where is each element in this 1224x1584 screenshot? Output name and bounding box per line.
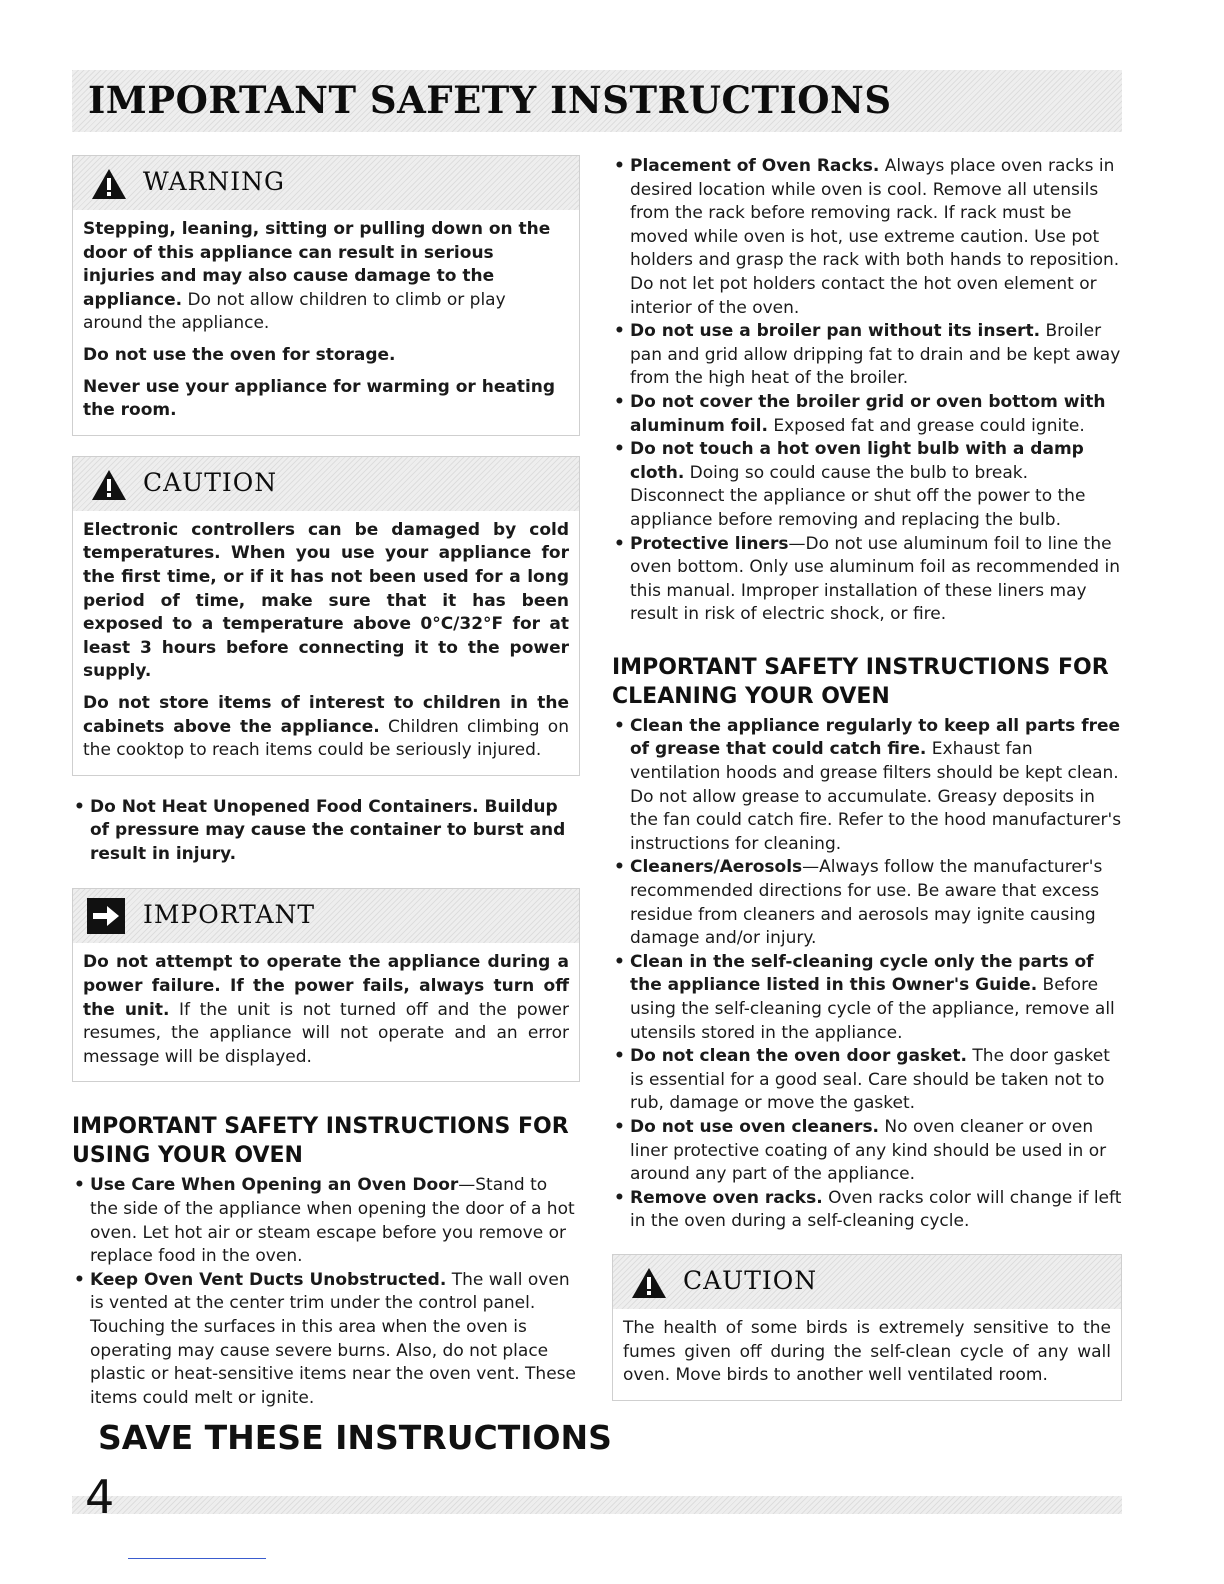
list-item-bold: Remove oven racks.	[630, 1187, 823, 1208]
warning-paragraph	[83, 344, 569, 368]
warning-bold-text: Do not use the oven for storage.	[83, 344, 396, 365]
bird-caution-box-header	[613, 1255, 1121, 1309]
cleaning-oven-heading: IMPORTANT SAFETY INSTRUCTIONS FOR CLEANING YOUR OVEN	[612, 654, 1109, 709]
right-column	[612, 155, 1122, 1421]
page-number: 4	[85, 1470, 115, 1524]
list-item-bold: Keep Oven Vent Ducts Unobstructed.	[90, 1269, 447, 1290]
warning-box-header	[73, 156, 579, 210]
containers-list	[72, 796, 580, 867]
list-item	[72, 796, 580, 867]
list-item-bold: Placement of Oven Racks.	[630, 156, 880, 176]
list-item-bold: Do Not Heat Unopened Food Containers. Buildup of pressure may cause the container to burst and result in injury.	[90, 796, 566, 864]
list-item	[612, 1187, 1122, 1234]
list-item-bold: Cleaners/Aerosols	[630, 857, 803, 878]
list-item-bold: Use Care When Opening an Oven Door	[90, 1175, 459, 1196]
warning-triangle-icon	[91, 469, 127, 501]
list-item-text: Always place oven racks in desired location while oven is cool. Remove all utensils from the rack before removing rack. If rack must be moved while oven is hot, use extreme caution. Use pot holders and grasp the rack with both hands to reposition. Do not let pot holders contact the hot oven element or interior of the oven.	[630, 156, 1120, 318]
bird-caution-paragraph: The health of some birds is extremely sensitive to the fumes given off during the self-clean cycle of any wall oven. Move birds to another well ventilated room.	[623, 1317, 1111, 1386]
list-item	[612, 856, 1122, 950]
using-oven-list	[72, 1174, 580, 1410]
warning-triangle-icon	[91, 168, 127, 200]
warning-box-title: WARNING	[143, 167, 285, 196]
caution-box-title: CAUTION	[143, 467, 278, 497]
list-item-text: —Stand to the side of the appliance when opening the door of a hot oven. Let hot air or steam escape before you remove or replace food in the oven.	[90, 1175, 575, 1267]
list-item-bold: Clean the appliance regularly to keep all parts free of grease that could catch fire.	[630, 715, 1121, 760]
important-box-body	[73, 943, 579, 1081]
important-box-header	[73, 889, 579, 943]
list-item-bold: Do not use a broiler pan without its insert.	[630, 321, 1041, 342]
list-item	[612, 391, 1122, 438]
warning-text: Do not allow children to climb or play around the appliance.	[83, 289, 506, 334]
save-instructions-title: SAVE THESE INSTRUCTIONS	[98, 1418, 612, 1457]
caution-bold-text: Do not store items of interest to children in the cabinets above the appliance.	[83, 692, 569, 737]
caution-paragraph	[83, 519, 569, 684]
caution-bold-text: Electronic controllers can be damaged by cold temperatures. When you use your appliance for the first time, or if it has not been used for a long period of time, make sure that it has been exposed to a temperature above 0°C/32°F for at least 3 hours before connecting it to the power supply.	[83, 519, 569, 682]
caution-text: Children climbing on the cooktop to reach items could be seriously injured.	[83, 716, 569, 761]
footer-band	[72, 1496, 1122, 1514]
list-item-text: The wall oven is vented at the center trim under the control panel. Touching the surfaces in this area when the oven is operating may cause severe burns. Also, do not place plastic or heat-sensitive items near the oven vent. These items could melt or ignite.	[90, 1269, 576, 1408]
using-oven-heading: IMPORTANT SAFETY INSTRUCTIONS FOR USING YOUR OVEN	[72, 1114, 569, 1169]
list-item	[612, 1045, 1122, 1116]
list-item-text: Exposed fat and grease could ignite.	[767, 415, 1085, 436]
list-item	[612, 1116, 1122, 1187]
warning-box	[72, 155, 580, 436]
important-bold-text: Do not attempt to operate the appliance during a power failure. If the power fails, always turn off the unit.	[83, 952, 569, 1020]
list-item	[612, 320, 1122, 391]
list-item-bold: Do not use oven cleaners.	[630, 1116, 880, 1137]
list-item-bold: Do not cover the broiler grid or oven bottom with aluminum foil.	[630, 391, 1106, 436]
list-item-text: —Do not use aluminum foil to line the oven bottom. Only use aluminum foil as recommended in this manual. Improper installation of these liners may result in risk of electric shock, or fire.	[630, 533, 1120, 625]
list-item-bold: Protective liners	[630, 533, 789, 554]
list-item	[72, 1269, 580, 1411]
list-item	[612, 155, 1122, 320]
bottom-rule	[128, 1558, 266, 1559]
bird-caution-box-title: CAUTION	[683, 1265, 818, 1295]
page-title: IMPORTANT SAFETY INSTRUCTIONS	[88, 78, 892, 122]
bird-caution-box-body	[613, 1309, 1121, 1400]
important-box	[72, 888, 580, 1082]
list-item	[612, 438, 1122, 532]
bird-caution-box	[612, 1254, 1122, 1401]
list-item	[612, 533, 1122, 627]
list-item-text: No oven cleaner or oven liner protective coating of any kind should be used in or around any part of the appliance.	[630, 1116, 1107, 1185]
list-item	[72, 1174, 580, 1268]
list-item-text: Before using the self-cleaning cycle of the appliance, remove all utensils stored in the appliance.	[630, 975, 1115, 1043]
list-item-text: Exhaust fan ventilation hoods and grease filters should be kept clean. Do not allow grease to accumulate. Greasy deposits in the fan could catch fire. Refer to the hood manufacturer's instructions for cleaning.	[630, 739, 1122, 854]
left-column	[72, 155, 580, 1410]
important-arrow-icon	[87, 898, 125, 934]
warning-bold-text: Never use your appliance for warming or heating the room.	[83, 376, 556, 421]
caution-paragraph	[83, 692, 569, 763]
list-item-text: Broiler pan and grid allow dripping fat to drain and be kept away from the high heat of the broiler.	[630, 321, 1121, 389]
important-paragraph	[83, 951, 569, 1069]
list-item-bold: Do not clean the oven door gasket.	[630, 1046, 968, 1067]
list-item-text: The door gasket is essential for a good seal. Care should be taken not to rub, damage or move the gasket.	[630, 1046, 1110, 1114]
caution-box-body	[73, 511, 579, 775]
warning-bold-text: Stepping, leaning, sitting or pulling down on the door of this appliance can result in serious injuries and may also cause damage to the appliance.	[83, 219, 551, 310]
warning-paragraph	[83, 218, 569, 336]
warning-box-body	[73, 210, 579, 435]
list-item-text: Oven racks color will change if left in the oven during a self-cleaning cycle.	[630, 1187, 1122, 1232]
list-item-bold: Do not touch a hot oven light bulb with a damp cloth.	[630, 439, 1084, 483]
important-box-title: IMPORTANT	[143, 900, 316, 930]
list-item	[612, 951, 1122, 1045]
oven-safety-list	[612, 155, 1122, 627]
important-text: If the unit is not turned off and the power resumes, the appliance will not operate and an error message will be displayed.	[83, 999, 569, 1067]
list-item-text: Doing so could cause the bulb to break. Disconnect the appliance or shut off the power to the appliance before removing and replacing the bulb.	[630, 462, 1086, 530]
list-item-text: —Always follow the manufacturer's recommended directions for use. Be aware that excess residue from cleaners and aerosols may ignite causing damage and/or injury.	[630, 857, 1103, 949]
header-band	[72, 70, 1122, 132]
list-item	[612, 715, 1122, 857]
list-item-bold: Clean in the self-cleaning cycle only the parts of the appliance listed in this Owner's Guide.	[630, 951, 1094, 996]
warning-triangle-icon	[631, 1267, 667, 1299]
caution-box-header	[73, 457, 579, 511]
caution-box	[72, 456, 580, 776]
cleaning-oven-list	[612, 715, 1122, 1234]
warning-paragraph	[83, 376, 569, 423]
